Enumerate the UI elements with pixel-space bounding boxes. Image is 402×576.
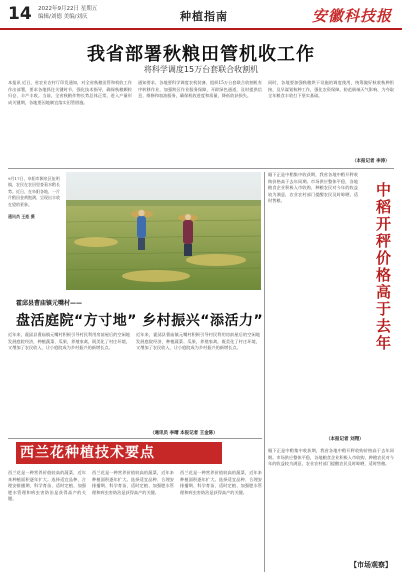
market-body: 眼下正是中稻集中收获期，我省各地中稻开秤收购价格高于去年同期。市场供应整体平稳，各地粮食企业积极入市收购，种粮农民对今年的收益较为满意，农业农村部门提醒农民及时晾晒，适时售粮。 [268,448,394,467]
lead-subhead: 将科学调度15万台套联合收割机 [143,65,259,74]
issue-meta [38,5,97,21]
variety-body-column-1: 西兰花是一种营养价值较高的蔬菜，近年来种植面积逐年扩大。选择适宜品种、合理安排播期、科学育苗、适时定植、加强肥水管理和病虫害防治是获得高产的关键。 [8,470,86,502]
lead-body-column-2: 通知要求，各地要科学调度农机装备，组织15万台套联合收割机有序转移作业，加强跨区作业服务保障，开辟绿色通道，及时提供信息、维修和加油服务，确保机收进度和质量，降低收获损失。 [138,80,262,99]
village-headline: 盘活庭院“方寸地” 乡村振兴“添活力” [16,313,264,329]
photo-caption-text: 9月17日，阜阳市颍泉区伍明镇，农民在农田里查看水稻长势。近日，在阜阳各地，一片片稻田金黄饱满，呈现出丰收在望的景象。 [8,176,60,207]
divider [8,438,262,439]
page-header [0,0,402,30]
village-byline: （通讯员 李晴 本报记者 王金陈） [150,431,218,436]
market-observation-tag: 【市场观察】 [350,561,392,569]
village-kicker: 霍邱县曹庙镇元嘴村—— [16,300,83,307]
page-number: 14 [8,4,32,24]
photo-illustration [66,172,261,290]
lead-headline: 我省部署秋粮田管机收工作 [87,44,315,65]
village-body-column-1: 近年来，霍邱县曹庙镇元嘴村积极引导村民利用房前屋后的空闲地发展庭院经济，种植蔬菜、瓜果，养殖家禽，既美化了村庄环境，又增加了农民收入，让小庭院成为乡村振兴的新增长点。 [8,332,130,351]
side-byline: （本报记者 刘翔） [326,437,364,442]
village-body-column-2: 近年来，霍邱县曹庙镇元嘴村积极引导村民利用房前屋后的空闲地发展庭院经济，种植蔬菜、瓜果，养殖家禽，既美化了村庄环境，又增加了农民收入，让小庭院成为乡村振兴的新增长点。 [136,332,260,351]
lead-byline: （本报记者 李涛） [352,159,390,164]
issue-editors: 编辑/刘德 美编/刘庆 [38,14,88,20]
rice-harvest-photo [66,172,261,290]
photo-caption [8,176,62,220]
divider [8,168,394,169]
lead-body-column-1: 本报讯 近日，省农业农村厅印发通知，对全省秋粮田管和机收工作作出部署，要求各地抓住关键时节，强化技术指导，确保秋粮颗粒归仓、丰产丰收。当前，全省秋粮作物长势总体正常，进入产量形成关键期，各地要因地制宜落实田管措施。 [8,80,132,105]
section-title: 种植指南 [180,10,228,23]
issue-date: 2022年9月22日 星期五 [38,6,98,12]
lead-body-column-3: 同时，各地要加强秋粮烘干设施的调度使用，统筹做好秋收秋种衔接，及早谋划秋种工作，强化农资保障，防范极端天气影响，为夺取全年粮食丰收打下坚实基础。 [268,80,394,99]
column-divider [264,172,265,572]
variety-banner: 西兰花种植技术要点 [16,442,222,464]
side-article-body: 眼下正是中稻集中收获期，我省各地中稻开秤收购价格高于去年同期。市场供应整体平稳，各地粮食企业积极入市收购，种粮农民对今年的收益较为满意，农业农村部门提醒农民及时晾晒，适时售粮。 [268,172,358,204]
variety-body-column-2: 西兰花是一种营养价值较高的蔬菜，近年来种植面积逐年扩大。选择适宜品种、合理安排播期、科学育苗、适时定植、加强肥水管理和病虫害防治是获得高产的关键。 [92,470,174,495]
newspaper-masthead: 安徽科技报 [311,7,392,25]
side-article-headline: 中稻开秤价格高于去年 [374,182,392,352]
photo-credit: 通讯员 王彪 摄 [8,214,35,220]
variety-body-column-3: 西兰花是一种营养价值较高的蔬菜，近年来种植面积逐年扩大。选择适宜品种、合理安排播期、科学育苗、适时定植、加强肥水管理和病虫害防治是获得高产的关键。 [180,470,262,495]
